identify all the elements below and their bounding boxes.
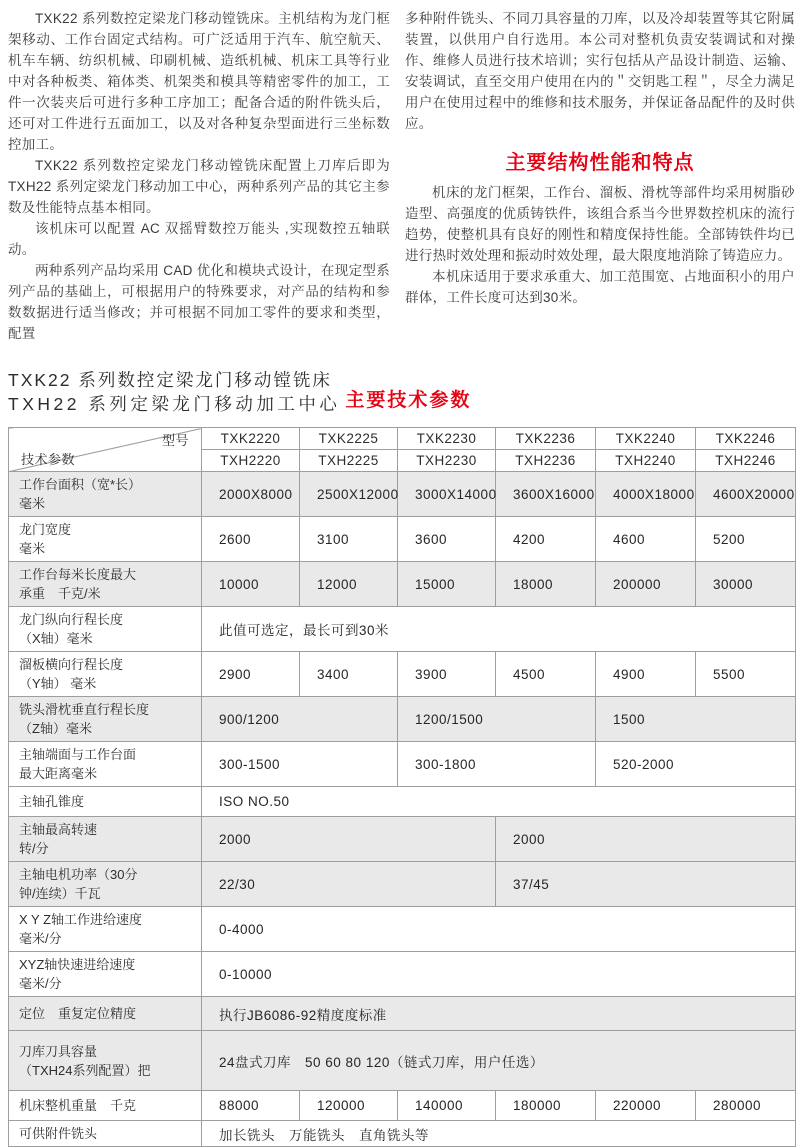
corner-cell [9,428,202,472]
paragraph: TXK22 系列数控定梁龙门移动镗铣床。主机结构为龙门框架移动、工作台固定式结构。可广泛适用于汽车、航空航天、机车车辆、纺织机械、印刷机械、造纸机械、机床工具等行业中对各种板类、箱体类、机架类和模具等精密零件的加工，工件一次装夹后可进行多种工序加工；配备合适的附件铣头后，还可对工件进行五面加工，以及对各种复杂型面进行三坐标数控加工。 [8,11,390,152]
spec-row-label: 主轴端面与工作台面 最大距离毫米 [9,742,202,787]
model-name-cell: TXH2246 [696,450,796,472]
paragraph: 两种系列产品均采用 CAD 优化和模块式设计，在现定型系列产品的基础上，可根据用户的特殊要求，对产品的结构和参数数据进行适当修改；并可根据不同加工零件的要求和类型，配置 [8,263,390,341]
spec-table [8,427,796,1147]
model-name-cell: TXH2225 [300,450,398,472]
spec-row-label: XYZ轴快速进给速度 毫米/分 [9,952,202,997]
model-row-1 [9,428,796,450]
spec-value-cell: 3400 [300,652,398,697]
spec-value-cell: 4600 [596,517,696,562]
intro-left-column [8,8,390,344]
spec-value-cell: 3600X16000 [496,472,596,517]
spec-value-cell: 4900 [596,652,696,697]
spec-row [9,1121,796,1147]
spec-value-cell: 18000 [496,562,596,607]
spec-value-cell: 200000 [596,562,696,607]
spec-row-label: 主轴电机功率（30分 钟/连续）千瓦 [9,862,202,907]
corner-model-label: 型号 [161,433,189,448]
spec-value-cell: 2600 [202,517,300,562]
spec-row-label: 工作台每米长度最大 承重 千克/米 [9,562,202,607]
paragraph: 多种附件铣头、不同刀具容量的刀库，以及冷却装置等其它附属装置，以供用户自行选用。本公司对整机负责安装调试和对操作、维修人员进行技术培训；实行包括从产品设计制造、运输、安装调试，直至交用户使用在内的＂交钥匙工程＂，尽全力满足用户在使用过程中的维修和技术服务，并保证备品配件的及时供应。 [405,11,795,131]
spec-row-label: 机床整机重量 千克 [9,1091,202,1121]
spec-value-cell: 300-1500 [202,742,398,787]
features-heading: 主要结构性能和特点 [505,152,695,174]
spec-value-cell: 120000 [300,1091,398,1121]
model-name-cell: TXK2246 [696,428,796,450]
spec-value-cell: 2000 [202,817,496,862]
spec-row-label: 龙门纵向行程长度 （X轴）毫米 [9,607,202,652]
spec-row-label: 溜板横向行程长度 （Y轴） 毫米 [9,652,202,697]
spec-value-cell: 180000 [496,1091,596,1121]
spec-row-label: 刀库刀具容量 （TXH24系列配置）把 [9,1031,202,1091]
spec-value-cell: ISO NO.50 [202,787,796,817]
tech-params-label: 主要技术参数 [345,389,472,411]
spec-value-cell: 22/30 [202,862,496,907]
spec-row [9,607,796,652]
series-title-block [8,368,795,416]
spec-row [9,697,796,742]
spec-value-cell: 加长铣头 万能铣头 直角铣头等 [202,1121,796,1147]
spec-value-cell: 10000 [202,562,300,607]
model-name-cell: TXK2225 [300,428,398,450]
spec-row-label: 主轴孔锥度 [9,787,202,817]
spec-row-label: 龙门宽度 毫米 [9,517,202,562]
spec-value-cell: 280000 [696,1091,796,1121]
model-name-cell: TXK2220 [202,428,300,450]
spec-row [9,517,796,562]
spec-value-cell: 3100 [300,517,398,562]
spec-table-head [9,428,796,472]
spec-value-cell: 4000X18000 [596,472,696,517]
spec-value-cell: 12000 [300,562,398,607]
spec-value-cell: 5500 [696,652,796,697]
spec-row-label: 可供附件铣头 [9,1121,202,1147]
model-name-cell: TXH2230 [398,450,496,472]
spec-row-label: 铣头滑枕垂直行程长度 （Z轴）毫米 [9,697,202,742]
spec-value-cell: 88000 [202,1091,300,1121]
spec-value-cell: 520-2000 [596,742,796,787]
spec-row-label: 主轴最高转速 转/分 [9,817,202,862]
spec-value-cell: 1200/1500 [398,697,596,742]
series-title [8,368,340,416]
spec-value-cell: 执行JB6086-92精度度标准 [202,997,796,1031]
spec-value-cell: 30000 [696,562,796,607]
spec-row [9,742,796,787]
spec-row [9,787,796,817]
spec-value-cell: 4200 [496,517,596,562]
spec-table-body [9,472,796,1147]
spec-value-cell: 1500 [596,697,796,742]
spec-value-cell: 0-10000 [202,952,796,997]
spec-row [9,817,796,862]
paragraph: TXK22 系列数控定梁龙门移动镗铣床配置上刀库后即为TXH22 系列定梁龙门移动加工中心，两种系列产品的其它主参数及性能特点基本相同。 [8,158,390,215]
spec-value-cell: 2900 [202,652,300,697]
spec-row [9,652,796,697]
spec-value-cell: 5200 [696,517,796,562]
spec-value-cell: 3000X14000 [398,472,496,517]
spec-value-cell: 900/1200 [202,697,398,742]
spec-row-label: 定位 重复定位精度 [9,997,202,1031]
intro-section [8,8,795,344]
intro-right-column [405,8,795,344]
paragraph: 该机床可以配置 AC 双摇臂数控万能头 ,实现数控五轴联动。 [8,221,390,257]
model-name-cell: TXK2236 [496,428,596,450]
model-name-cell: TXK2230 [398,428,496,450]
spec-value-cell: 15000 [398,562,496,607]
model-name-cell: TXH2236 [496,450,596,472]
spec-value-cell: 37/45 [496,862,796,907]
spec-row [9,862,796,907]
series-title-line2: TXH22 系列定梁龙门移动加工中心 [8,394,341,414]
spec-row [9,472,796,517]
spec-value-cell: 140000 [398,1091,496,1121]
series-title-line1: TXK22 系列数控定梁龙门移动镗铣床 [8,370,332,390]
model-name-cell: TXH2220 [202,450,300,472]
spec-value-cell: 此值可选定，最长可到30米 [202,607,796,652]
spec-row [9,907,796,952]
spec-value-cell: 220000 [596,1091,696,1121]
spec-row [9,997,796,1031]
spec-value-cell: 3600 [398,517,496,562]
spec-value-cell: 24盘式刀库 50 60 80 120（链式刀库，用户任选） [202,1031,796,1091]
spec-value-cell: 3900 [398,652,496,697]
spec-row [9,952,796,997]
spec-row [9,1091,796,1121]
spec-row-label: 工作台面积（宽*长） 毫米 [9,472,202,517]
spec-value-cell: 2500X12000 [300,472,398,517]
spec-row [9,1031,796,1091]
paragraph: 机床的龙门框架，工作台、溜板、滑枕等部件均采用树脂砂造型、高强度的优质铸铁件，该组合系当今世界数控机床的流行趋势，使整机具有良好的刚性和精度保持性能。全部铸铁件均已进行热时效处理和振动时效处理，最大限度地消除了铸造应力。 [405,185,795,263]
spec-value-cell: 4500 [496,652,596,697]
model-name-cell: TXK2240 [596,428,696,450]
corner-param-label: 技术参数 [21,452,76,467]
model-name-cell: TXH2240 [596,450,696,472]
spec-value-cell: 0-4000 [202,907,796,952]
spec-value-cell: 2000X8000 [202,472,300,517]
paragraph: 本机床适用于要求承重大、加工范围宽、占地面积小的用户群体，工件长度可达到30米。 [405,269,795,305]
spec-row-label: X Y Z轴工作进给速度 毫米/分 [9,907,202,952]
spec-value-cell: 4600X20000 [696,472,796,517]
spec-value-cell: 2000 [496,817,796,862]
spec-row [9,562,796,607]
spec-value-cell: 300-1800 [398,742,596,787]
